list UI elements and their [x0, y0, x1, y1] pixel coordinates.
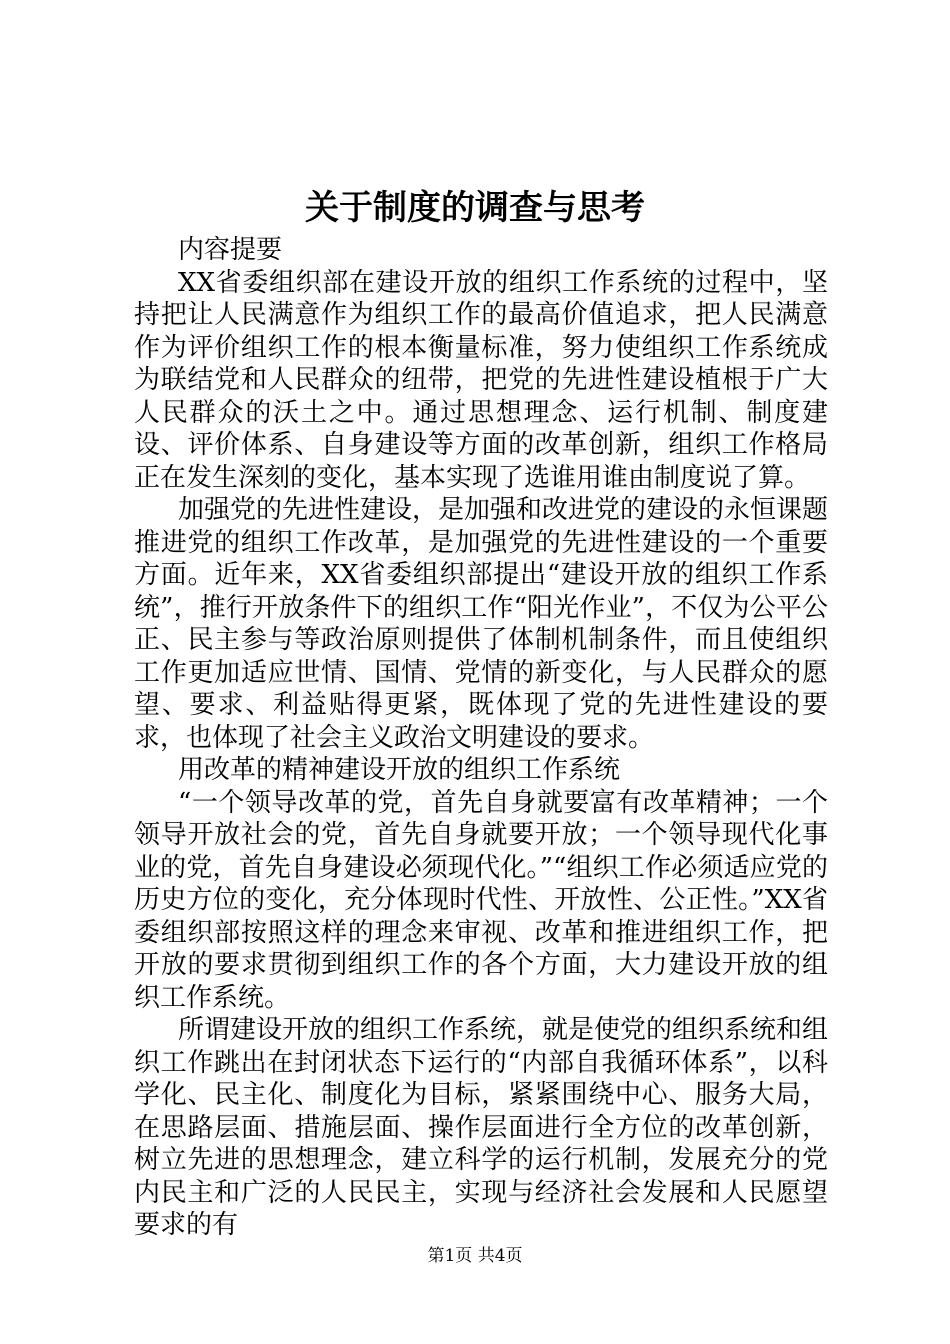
body-paragraph: 所谓建设开放的组织工作系统，就是使党的组织系统和组织工作跳出在封闭状态下运行的“内部自我循环体系”，以科学化、民主化、制度化为目标，紧紧围绕中心、服务大局，在思路层面、措施层面、操作层面进行全方位的改革创新，树立先进的思想理念，建立科学的运行机制，发展充分的党内民主和广泛的人民民主，实现与经济社会发展和人民愿望要求的有 — [134, 1015, 829, 1240]
section-heading: 用改革的精神建设开放的组织工作系统 — [178, 755, 621, 785]
document-body — [134, 234, 828, 1242]
summary-label: 内容提要 — [178, 235, 283, 265]
body-paragraph: 加强党的先进性建设，是加强和改进党的建设的永恒课题推进党的组织工作改革，是加强党的先进性建设的一个重要方面。近年来，XX省委组织部提出“建设开放的组织工作系统”，推行开放条件下的组织工作“阳光作业”，不仅为公平公正、民主参与等政治原则提供了体制机制条件，而且使组织工作更加适应世情、国情、党情的新变化，与人民群众的愿望、要求、利益贴得更紧，既体现了党的先进性建设的要求，也体现了社会主义政治文明建设的要求。 — [134, 495, 829, 753]
body-paragraph: “一个领导改革的党，首先自身就要富有改革精神；一个领导开放社会的党，首先自身就要开放；一个领导现代化事业的党，首先自身建设必须现代化。”“组织工作必须适应党的历史方位的变化，充分体现时代性、开放性、公正性。”XX省委组织部按照这样的理念来审视、改革和推进组织工作，把开放的要求贯彻到组织工作的各个方面，大力建设开放的组织工作系统。 — [134, 787, 828, 1013]
document-title: 关于制度的调查与思考 — [305, 188, 645, 228]
body-paragraph: XX省委组织部在建设开放的组织工作系统的过程中，坚持把让人民满意作为组织工作的最高价值追求，把人民满意作为评价组织工作的根本衡量标准，努力使组织工作系统成为联结党和人民群众的纽带，把党的先进性建设植根于广大人民群众的沃土之中。通过思想理念、运行机制、制度建设、评价体系、自身建设等方面的改革创新，组织工作格局正在发生深刻的变化，基本实现了选谁用谁由制度说了算。 — [134, 267, 828, 493]
page-footer: 第1页 共4页 — [427, 1246, 523, 1266]
